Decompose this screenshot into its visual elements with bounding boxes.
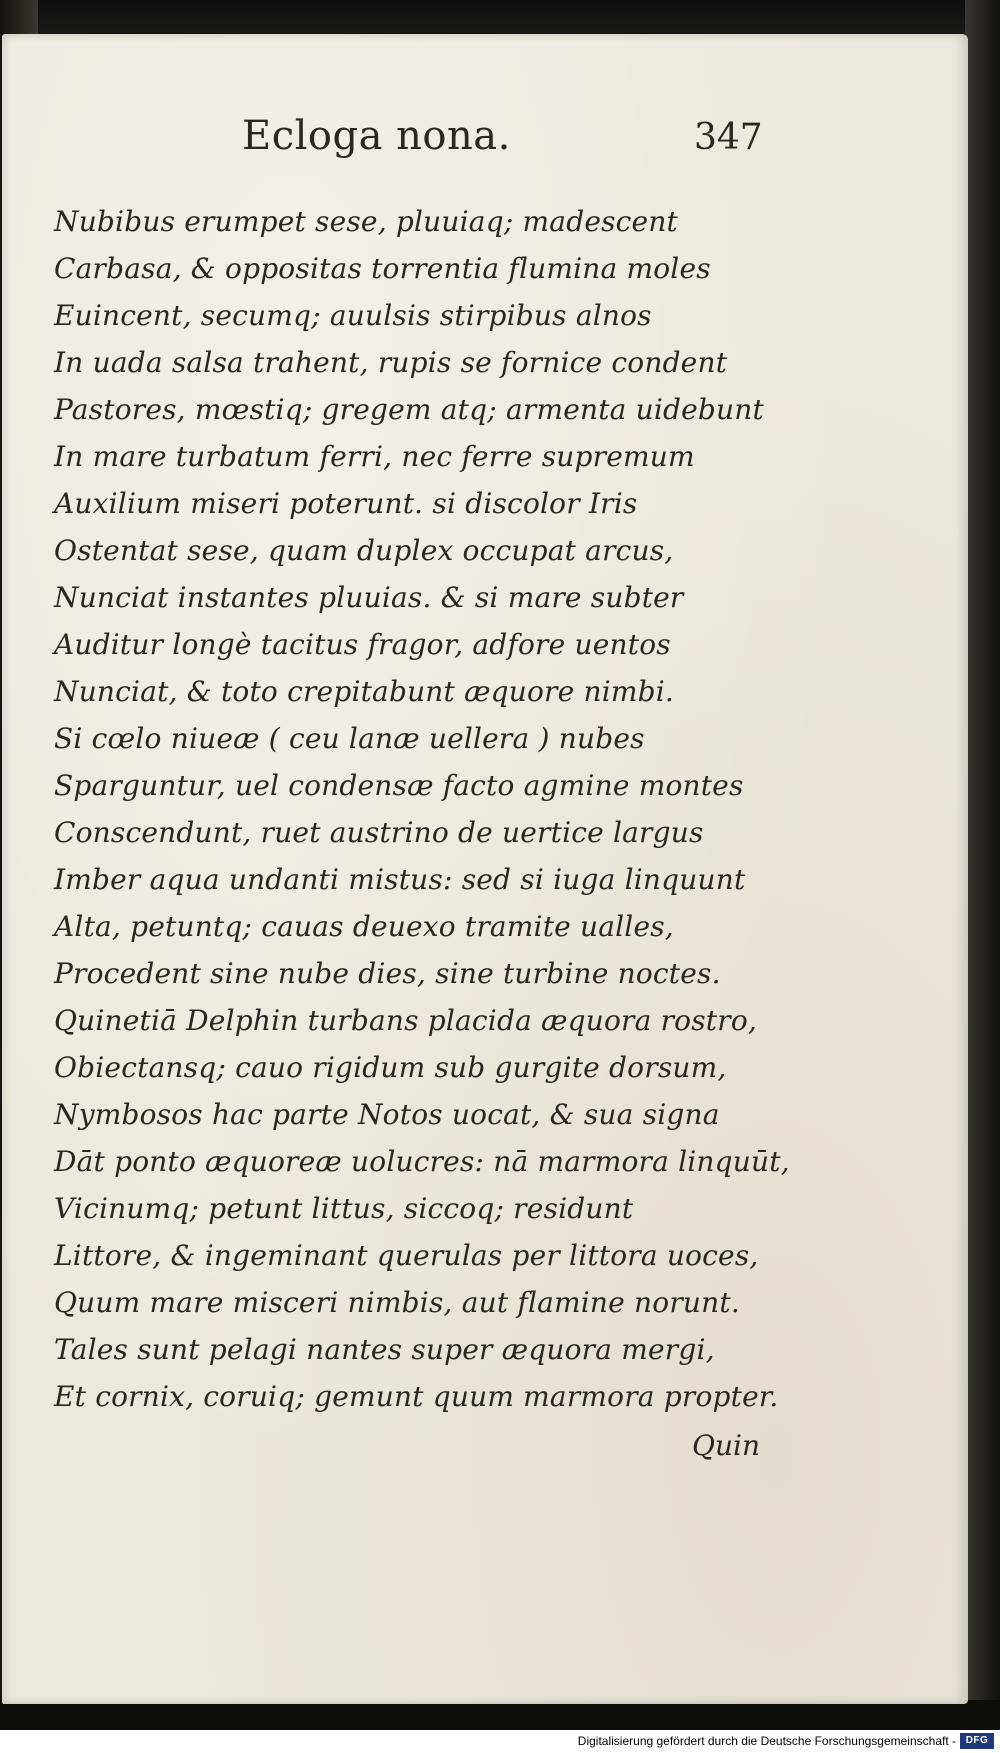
verse-line: Nubibus erumpet sese, pluuiaq; madescent xyxy=(54,205,678,238)
funding-credit: Digitalisierung gefördert durch die Deutsche Forschungsgemeinschaft - xyxy=(577,1734,956,1748)
catchword: Quin xyxy=(692,1429,760,1462)
verse-line: Et cornix, coruiq; gemunt quum marmora propter. xyxy=(54,1380,779,1413)
book-page xyxy=(2,34,968,1704)
verse-line: In mare turbatum ferri, nec ferre supremum xyxy=(54,440,695,473)
digitization-footer xyxy=(0,1730,1000,1753)
scan-background-bottom xyxy=(0,1700,1000,1730)
verse-line: Procedent sine nube dies, sine turbine noctes. xyxy=(54,957,721,990)
verse-line: Vicinumq; petunt littus, siccoq; residunt xyxy=(54,1192,634,1225)
verse-line: Alta, petuntq; cauas deuexo tramite ualles, xyxy=(54,910,674,943)
verse-line: Quinetiā Delphin turbans placida æquora rostro, xyxy=(54,1004,758,1037)
verse-line: Sparguntur, uel condensæ facto agmine montes xyxy=(54,769,744,802)
verse-text xyxy=(54,198,790,1420)
verse-line: Nunciat, & toto crepitabunt æquore nimbi. xyxy=(54,675,675,708)
verse-line: In uada salsa trahent, rupis se fornice condent xyxy=(54,346,728,379)
verse-line: Pastores, mœstiq; gregem atq; armenta uidebunt xyxy=(54,393,764,426)
verse-line: Nymbosos hac parte Notos uocat, & sua signa xyxy=(54,1098,720,1131)
verse-line: Nunciat instantes pluuias. & si mare subter xyxy=(54,581,684,614)
verse-line: Ostentat sese, quam duplex occupat arcus, xyxy=(54,534,674,567)
verse-line: Euincent, secumq; auulsis stirpibus alnos xyxy=(54,299,652,332)
running-head xyxy=(2,106,968,166)
scan-background-right xyxy=(965,0,1000,1720)
verse-line: Carbasa, & oppositas torrentia flumina moles xyxy=(54,252,711,285)
verse-line: Dāt ponto æquoreæ uolucres: nā marmora linquūt, xyxy=(54,1145,790,1178)
dfg-logo-icon: DFG xyxy=(960,1733,994,1749)
verse-line: Tales sunt pelagi nantes super æquora mergi, xyxy=(54,1333,715,1366)
page-number: 347 xyxy=(694,117,763,158)
running-title: Ecloga nona. xyxy=(242,113,511,159)
verse-line: Obiectansq; cauo rigidum sub gurgite dorsum, xyxy=(54,1051,727,1084)
verse-line: Imber aqua undanti mistus: sed si iuga linquunt xyxy=(54,863,746,896)
verse-line: Littore, & ingeminant querulas per littora uoces, xyxy=(54,1239,759,1272)
verse-line: Auxilium miseri poterunt. si discolor Iris xyxy=(54,487,638,520)
verse-line: Conscendunt, ruet austrino de uertice largus xyxy=(54,816,704,849)
verse-line: Auditur longè tacitus fragor, adfore uentos xyxy=(54,628,671,661)
verse-line: Quum mare misceri nimbis, aut flamine norunt. xyxy=(54,1286,740,1319)
verse-line: Si cœlo niueæ ( ceu lanæ uellera ) nubes xyxy=(54,722,645,755)
